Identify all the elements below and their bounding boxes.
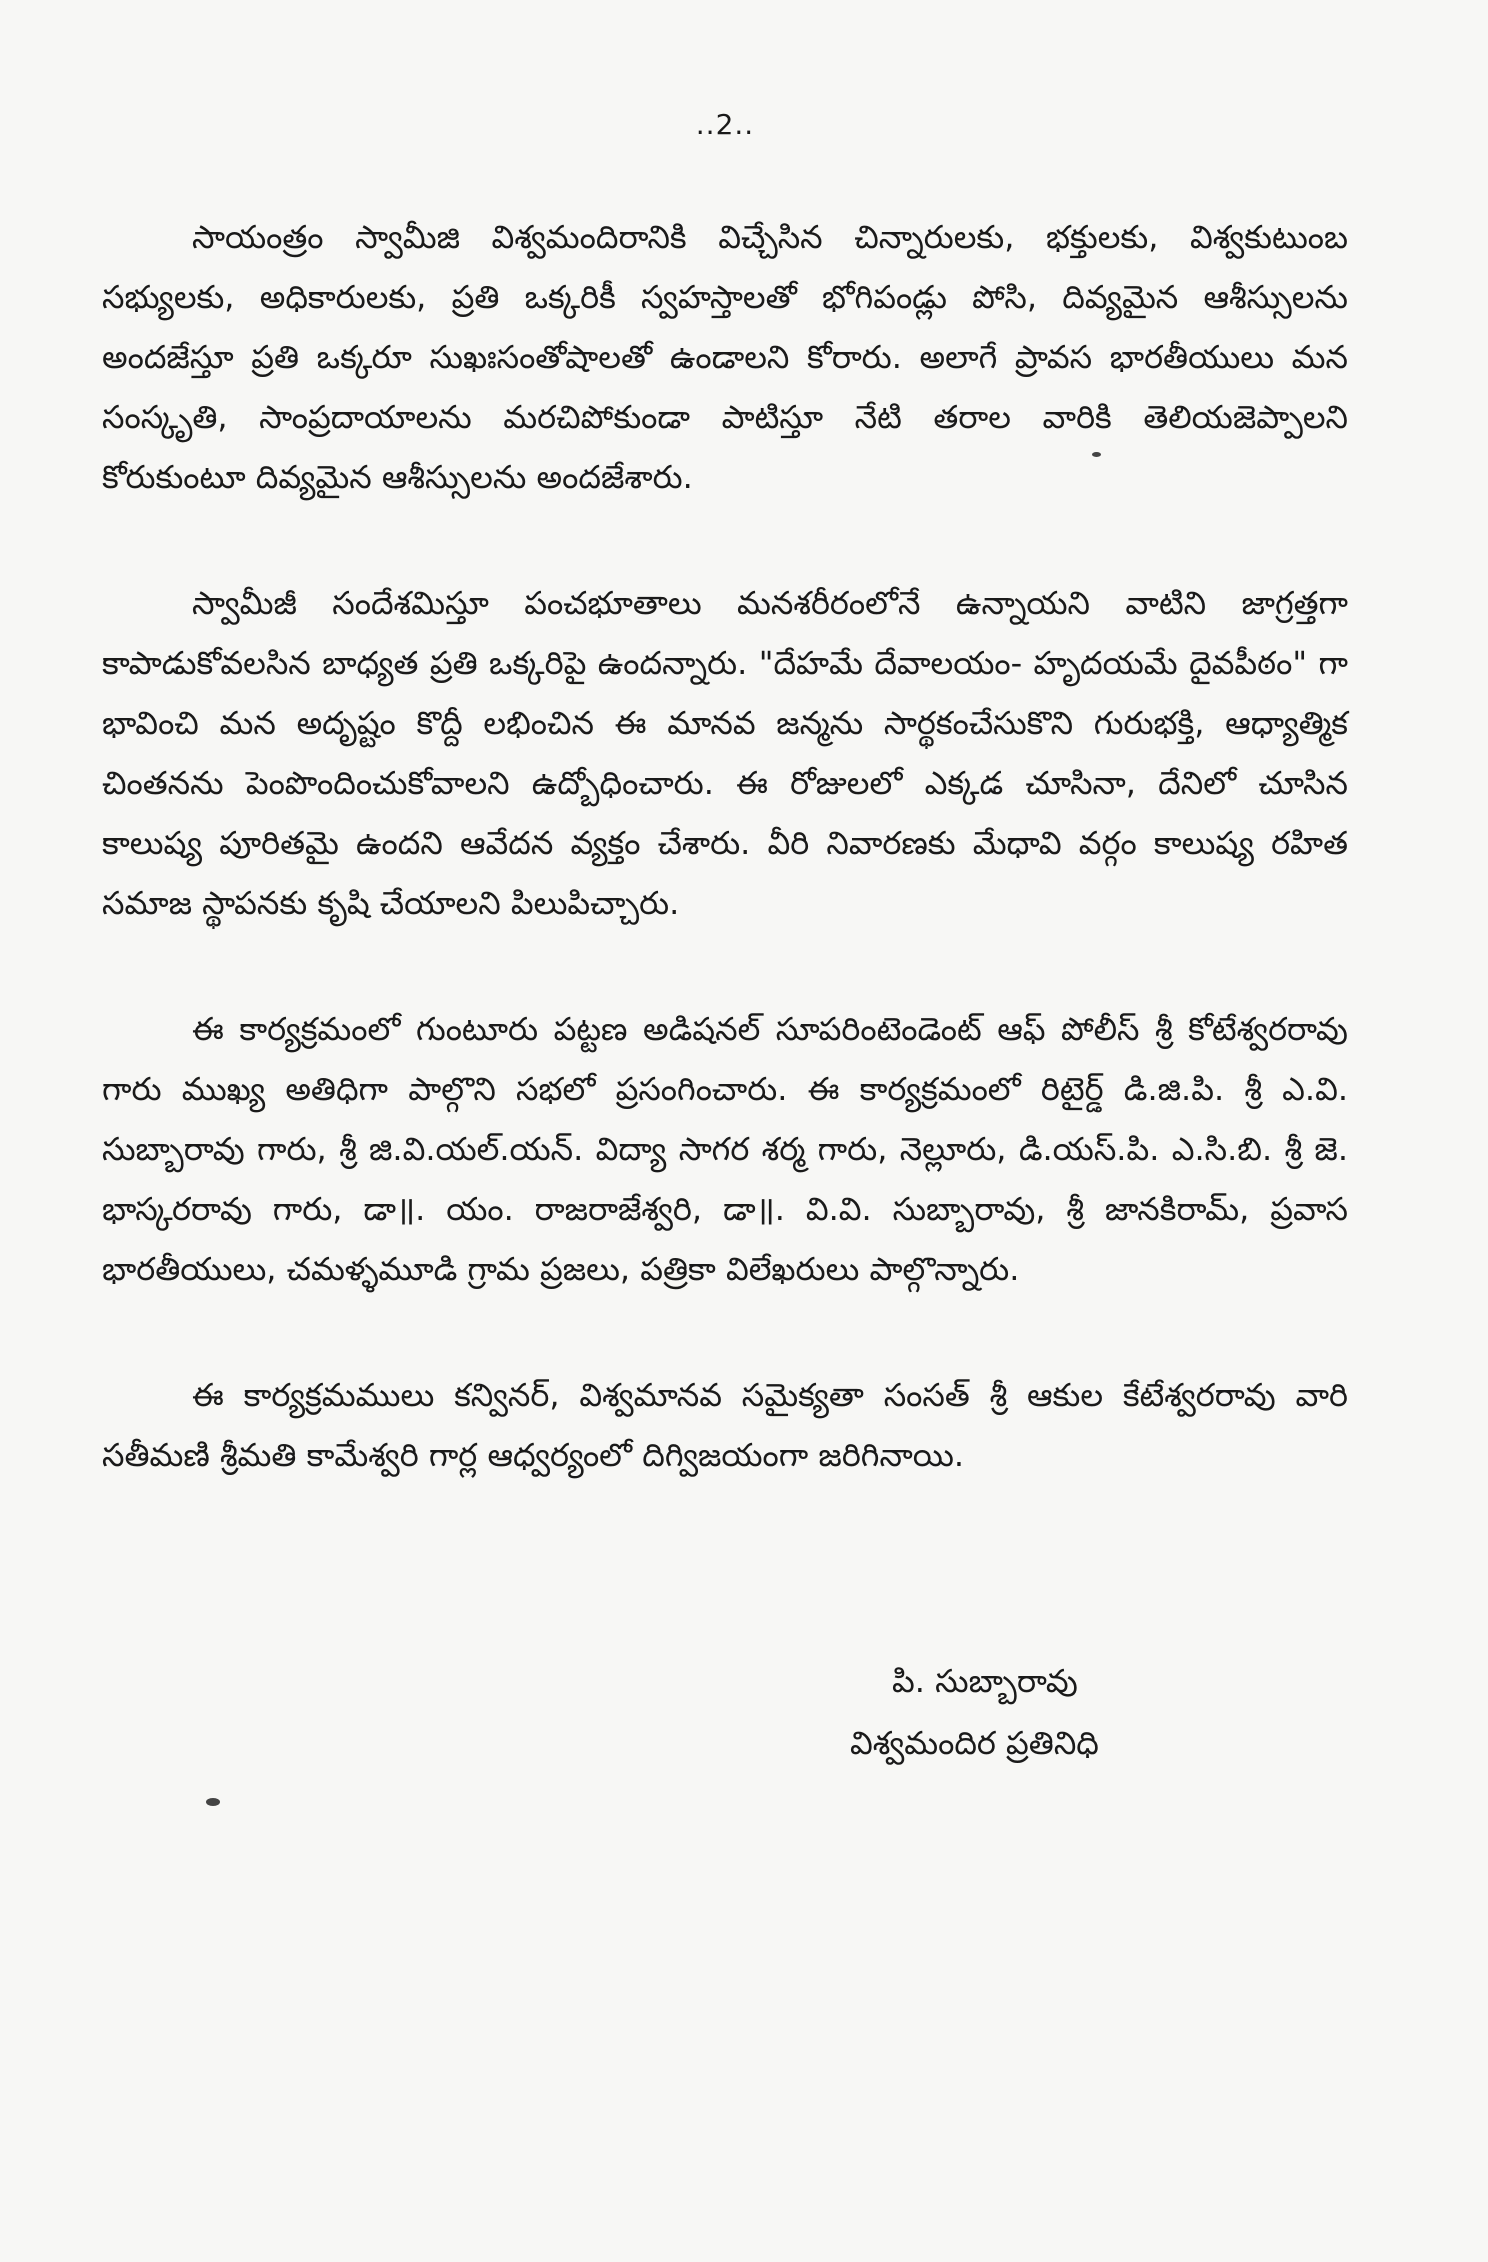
paragraph-organizers: ఈ కార్యక్రమములు కన్వినర్, విశ్వమానవ సమైక్యతా సంసత్ శ్రీ ఆకుల కేటేశ్వరరావు వారి సతీమణి శ్రీమతి కామేశ్వరి గార్ల ఆధ్వర్యంలో దిగ్విజయంగా జరిగినాయి. xyxy=(102,1376,1348,1474)
signature-block xyxy=(850,1650,1099,1774)
paragraph-evening-blessings: సాయంత్రం స్వామీజి విశ్వమందిరానికి విచ్చేసిన చిన్నారులకు, భక్తులకు, విశ్వకుటుంబ సభ్యులకు, అధికారులకు, ప్రతి ఒక్కరికీ స్వహస్తాలతో భోగిపండ్లు పోసి, దివ్యమైన ఆశీస్సులను అందజేస్తూ ప్రతి ఒక్కరూ సుఖఃసంతోషాలతో ఉండాలని కోరారు. అలాగే ప్రావస భారతీయులు మన సంస్కృతి, సాంప్రదాయాలను మరచిపోకుండా పాటిస్తూ నేటి తరాల వారికి తెలియజెప్పాలని కోరుకుంటూ దివ్యమైన ఆశీస్సులను అందజేశారు. xyxy=(102,218,1348,496)
page-number: ..2.. xyxy=(695,108,755,141)
paragraph-guests: ఈ కార్యక్రమంలో గుంటూరు పట్టణ అడిషనల్ సూపరింటెండెంట్ ఆఫ్ పోలీస్ శ్రీ కోటేశ్వరరావు గారు ముఖ్య అతిధిగా పాల్గొని సభలో ప్రసంగించారు. ఈ కార్యక్రమంలో రిటైర్డ్ డి.జి.పి. శ్రీ ఎ.వి. సుబ్బారావు గారు, శ్రీ జి.వి.యల్.యన్. విద్యా సాగర శర్మ గారు, నెల్లూరు, డి.యస్.పి. ఎ.సి.బి. శ్రీ జె. భాస్కరరావు గారు, డా॥. యం. రాజరాజేశ్వరి, డా॥. వి.వి. సుబ్బారావు, శ్రీ జానకిరామ్, ప్రవాస భారతీయులు, చమళ్ళమూడి గ్రామ ప్రజలు, పత్రికా విలేఖరులు పాల్గొన్నారు. xyxy=(102,1010,1348,1288)
scan-speck xyxy=(206,1798,220,1806)
paragraph-swamiji-message: స్వామీజీ సందేశమిస్తూ పంచభూతాలు మనశరీరంలోనే ఉన్నాయని వాటిని జాగ్రత్తగా కాపాడుకోవలసిన బాధ్యత ప్రతి ఒక్కరిపై ఉందన్నారు. "దేహమే దేవాలయం- హృదయమే దైవపీఠం" గా భావించి మన అదృష్టం కొద్దీ లభించిన ఈ మానవ జన్మను సార్థకంచేసుకొని గురుభక్తి, ఆధ్యాత్మిక చింతనను పెంపొందించుకోవాలని ఉద్బోధించారు. ఈ రోజులలో ఎక్కడ చూసినా, దేనిలో చూసిన కాలుష్య పూరితమై ఉందని ఆవేదన వ్యక్తం చేశారు. వీరి నివారణకు మేధావి వర్గం కాలుష్య రహిత సమాజ స్థాపనకు కృషి చేయాలని పిలుపిచ్చారు. xyxy=(102,584,1348,922)
signatory-name: పి. సుబ్బారావు xyxy=(892,1662,1078,1700)
signatory-title: విశ్వమందిర ప్రతినిధి xyxy=(850,1724,1099,1762)
scan-speck xyxy=(1092,452,1101,457)
